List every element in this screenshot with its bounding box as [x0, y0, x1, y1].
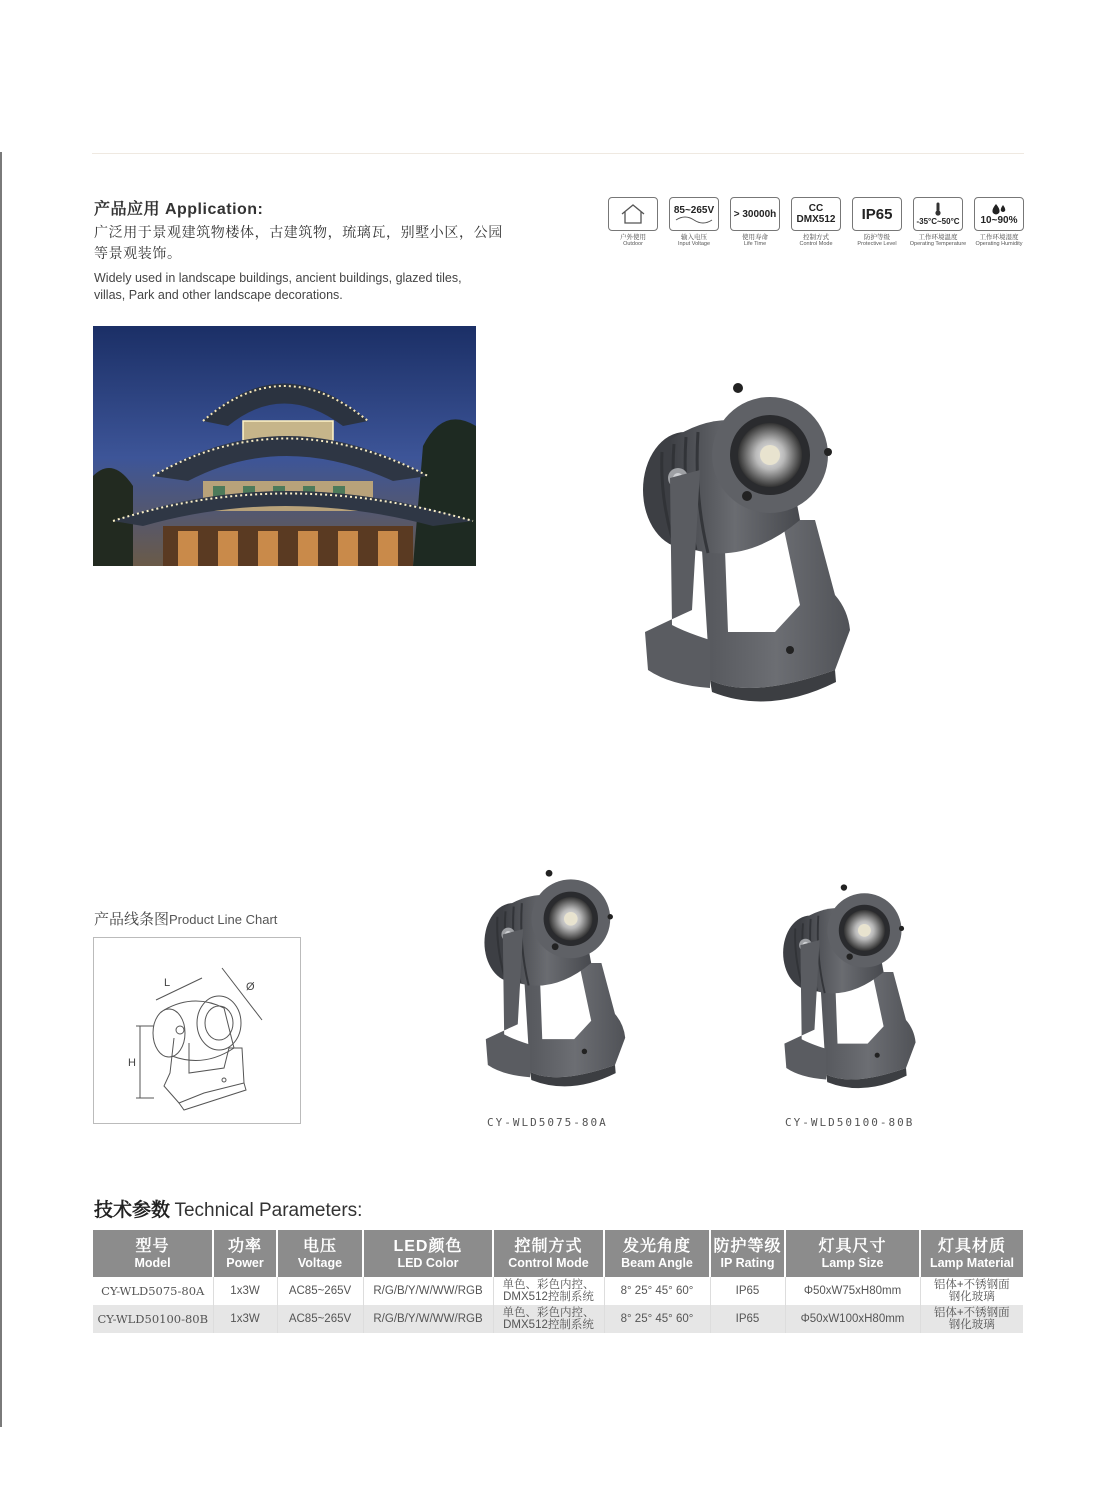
col-header-led-color: LED颜色 LED Color [363, 1230, 493, 1277]
application-photo [93, 326, 476, 566]
col-header-voltage: 电压 Voltage [277, 1230, 363, 1277]
feature-icons [607, 197, 1025, 247]
line-chart-title [94, 908, 277, 929]
feature-protective-level: IP65 防护等级 Protective Level [851, 197, 903, 247]
house-icon [608, 197, 658, 231]
table-header-row [93, 1230, 1023, 1277]
line-drawing [94, 938, 300, 1123]
wave-icon: 85~265V [669, 197, 719, 231]
line-chart-title-cn: 产品线条图 [94, 911, 170, 928]
dim-label-l: L [164, 977, 171, 989]
shield-icon: IP65 [852, 197, 902, 231]
col-header-lamp-material: 灯具材质 Lamp Material [920, 1230, 1023, 1277]
col-header-control-mode: 控制方式 Control Mode [493, 1230, 604, 1277]
col-header-beam-angle: 发光角度 Beam Angle [604, 1230, 710, 1277]
col-header-model: 型号 Model [93, 1230, 213, 1277]
tech-params-title [94, 1195, 362, 1222]
tech-params-title-en: Technical Parameters: [174, 1200, 363, 1221]
application-description-en: Widely used in landscape buildings, ancient buildings, glazed tiles, villas, Park and other landscape decorations. [94, 271, 462, 302]
col-header-power: 功率 Power [213, 1230, 277, 1277]
product-label-a: CY-WLD5075-80A [487, 1116, 608, 1129]
product-image-a [462, 855, 632, 1105]
feature-life-time: > 30000h 使用寿命 Life Time [729, 197, 781, 247]
table-row: CY-WLD50100-80B 1x3W AC85~265V R/G/B/Y/W/WW/RGB 单色、彩色内控、 DMX512控制系统 8° 25° 45° 60° IP65 Φ50xW100xH80mm 铝体+不锈钢面 钢化玻璃 [93, 1305, 1023, 1333]
feature-control-mode: CC DMX512 控制方式 Control Mode [790, 197, 842, 247]
main-product-image [615, 365, 865, 715]
col-header-lamp-size: 灯具尺寸 Lamp Size [785, 1230, 920, 1277]
feature-outdoor: 户外使用 Outdoor [607, 197, 659, 247]
application-description-cn: 广泛用于景观建筑物楼体，古建筑物，琉璃瓦，别墅小区，公园等景观装饰。 [94, 224, 503, 261]
thermometer-icon: -35°C~50°C [913, 197, 963, 231]
dim-label-h: H [128, 1057, 136, 1069]
tech-params-table [93, 1230, 1023, 1333]
feature-input-voltage: 85~265V 输入电压 Input Voltage [668, 197, 720, 247]
droplet-icon: 10~90% [974, 197, 1024, 231]
product-label-b: CY-WLD50100-80B [785, 1116, 915, 1129]
dim-label-diameter: Ø [246, 981, 255, 993]
application-title: 产品应用 Application: [94, 201, 264, 218]
product-image-b [762, 872, 922, 1104]
header-rule [92, 153, 1024, 154]
feature-operating-temperature: -35°C~50°C 工作环境温度 Operating Temperature [912, 197, 964, 247]
table-row: CY-WLD5075-80A 1x3W AC85~265V R/G/B/Y/W/WW/RGB 单色、彩色内控、 DMX512控制系统 8° 25° 45° 60° IP65 Φ50xW75xH80mm 铝体+不锈钢面 钢化玻璃 [93, 1277, 1023, 1305]
col-header-ip-rating: 防护等级 IP Rating [710, 1230, 785, 1277]
feature-operating-humidity: 10~90% 工作环境湿度 Operating Humidity [973, 197, 1025, 247]
line-chart-title-en: Product Line Chart [169, 912, 278, 927]
tech-params-title-cn: 技术参数 [94, 1200, 171, 1221]
clock-icon: > 30000h [730, 197, 780, 231]
line-chart-box [93, 937, 301, 1124]
left-edge-rule [0, 152, 2, 1427]
control-icon: CC DMX512 [791, 197, 841, 231]
